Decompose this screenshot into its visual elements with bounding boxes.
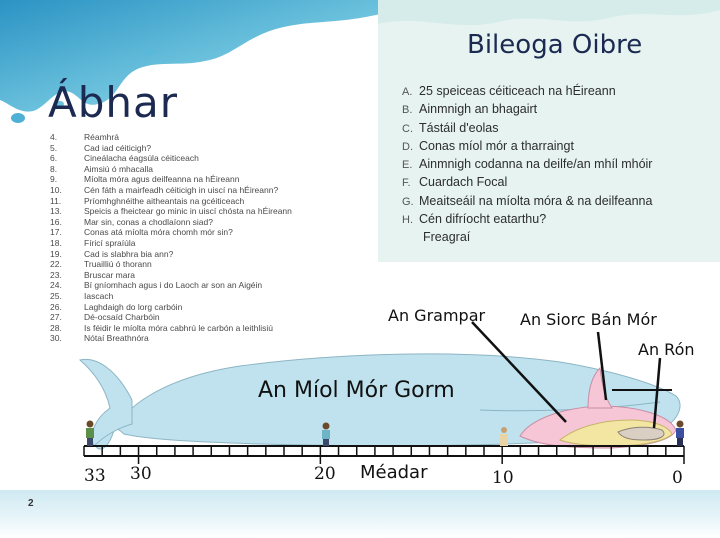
unit-label: Méadar: [360, 462, 428, 483]
contents-item-text: Conas atá míolta móra chomh mór sin?: [84, 227, 233, 238]
contents-item-text: Iascach: [84, 290, 114, 301]
worksheets-title: Bileoga Oibre: [467, 30, 643, 60]
worksheet-item: [402, 119, 652, 137]
contents-item-text: Príomhghnéithe aitheantais na gcéiticeach: [84, 195, 245, 206]
worksheet-letter: G.: [402, 195, 414, 208]
contents-item: [50, 196, 292, 207]
worksheet-letter: A.: [402, 86, 413, 98]
worksheet-item-text: Conas míol mór a tharraingt: [419, 138, 574, 153]
blue-whale-label: An Míol Mór Gorm: [258, 378, 455, 403]
contents-page-number: 19.: [50, 248, 62, 259]
seal-label: An Rón: [638, 340, 695, 359]
worksheet-letter: C.: [402, 122, 413, 135]
worksheet-letter: F.: [402, 177, 411, 190]
scale-label-30: 30: [130, 464, 152, 484]
contents-item-text: Mar sin, conas a chodlaíonn siad?: [84, 216, 213, 227]
worksheet-item: [402, 192, 652, 210]
contents-item-text: Réamhrá: [84, 132, 119, 142]
contents-title: Ábhar: [48, 78, 179, 127]
contents-item-text: Truailliú ó thorann: [84, 259, 152, 270]
contents-page-number: 17.: [50, 227, 62, 238]
contents-item-text: Nótaí Breathnóra: [84, 333, 149, 344]
person-figure-left: [86, 421, 94, 447]
contents-item: [50, 132, 292, 143]
worksheet-item-text: Ainmnigh codanna na deilfe/an mhíl mhóir: [419, 157, 653, 172]
scale-label-33: 33: [84, 466, 106, 486]
contents-page-number: 5.: [50, 142, 58, 153]
contents-page-number: 16.: [50, 216, 62, 227]
contents-page-number: 25.: [50, 290, 62, 301]
contents-page-number: 26.: [50, 301, 62, 312]
contents-page-number: 11.: [50, 195, 62, 206]
contents-item-text: Aimsiú ó mhacalla: [84, 163, 153, 174]
worksheet-item-text: Ainmnigh an bhagairt: [419, 102, 538, 117]
worksheet-letter: D.: [402, 140, 413, 153]
contents-item: [50, 153, 292, 164]
contents-item-text: Laghdaigh do lorg carbóin: [84, 301, 183, 312]
worksheet-item: [402, 82, 652, 100]
contents-item-text: Cad is slabhra bia ann?: [84, 248, 174, 259]
worksheet-letter: H.: [402, 214, 413, 227]
contents-page-number: 23.: [50, 269, 62, 280]
contents-page-number: 8.: [50, 163, 58, 174]
worksheet-item: [402, 210, 652, 228]
worksheet-item: [402, 155, 652, 173]
contents-item: [50, 227, 292, 238]
person-figure-middle: [322, 423, 330, 447]
contents-item-text: Bí gníomhach agus i do Laoch ar son an Aigéin: [84, 280, 263, 291]
contents-item: [50, 143, 292, 154]
worksheet-letter: B.: [402, 104, 413, 117]
scale-label-10: 10: [492, 468, 514, 488]
contents-item: [50, 185, 292, 196]
contents-item: [50, 238, 292, 249]
contents-item-text: Is féidir le míolta móra cabhrú le carbón a leithlisiú: [84, 322, 273, 333]
contents-item-text: Fíricí spraíúla: [84, 237, 136, 248]
contents-item: [50, 164, 292, 175]
contents-item-text: Bruscar mara: [84, 269, 136, 280]
contents-item-text: Cineálacha éagsúla céiticeach: [84, 153, 199, 164]
worksheet-item: [402, 173, 652, 191]
worksheet-item-text: Cén difríocht eatarthu?: [419, 212, 547, 227]
person-figure-child: [500, 427, 508, 446]
contents-page-number: 4.: [50, 132, 58, 142]
contents-item-text: Cad iad céiticigh?: [84, 142, 152, 153]
scale-label-20: 20: [314, 464, 336, 484]
contents-item-text: Cén fáth a mairfeadh céiticigh in uiscí na hÉireann?: [84, 184, 279, 195]
contents-item: [50, 217, 292, 228]
contents-page-number: 30.: [50, 333, 62, 344]
contents-item-text: Dé-ocsaíd Charbóin: [84, 312, 160, 323]
worksheets-list: [402, 82, 652, 228]
contents-page-number: 27.: [50, 312, 62, 323]
contents-item: [50, 174, 292, 185]
scale-label-0: 0: [672, 468, 683, 488]
contents-page-number: 10.: [50, 184, 62, 195]
answers-label: Freagraí: [423, 230, 471, 244]
shark-label: An Siorc Bán Mór: [520, 310, 657, 329]
contents-page-number: 9.: [50, 174, 58, 185]
person-figure-right: [676, 421, 684, 447]
contents-item: [50, 206, 292, 217]
worksheet-item-text: 25 speiceas céiticeach na hÉireann: [419, 84, 616, 98]
contents-page-number: 6.: [50, 153, 58, 164]
contents-item-text: Speicis a fheictear go minic in uiscí chósta na hÉireann: [84, 206, 292, 217]
worksheet-item-text: Meaitseáil na míolta móra & na deilfeanna: [419, 193, 653, 208]
worksheet-item-text: Tástáil d'eolas: [419, 120, 499, 135]
grampus-label: An Grampar: [388, 306, 486, 325]
contents-item-text: Míolta móra agus deilfeanna na hÉireann: [84, 174, 240, 185]
contents-page-number: 13.: [50, 206, 62, 217]
worksheet-item: [402, 100, 652, 118]
page-number: 2: [28, 498, 34, 509]
contents-page-number: 18.: [50, 237, 62, 248]
worksheet-item-text: Cuardach Focal: [419, 175, 508, 190]
contents-page-number: 24.: [50, 280, 62, 291]
contents-page-number: 22.: [50, 259, 62, 270]
contents-page-number: 28.: [50, 322, 62, 333]
worksheet-letter: E.: [402, 159, 413, 172]
worksheet-item: [402, 137, 652, 155]
